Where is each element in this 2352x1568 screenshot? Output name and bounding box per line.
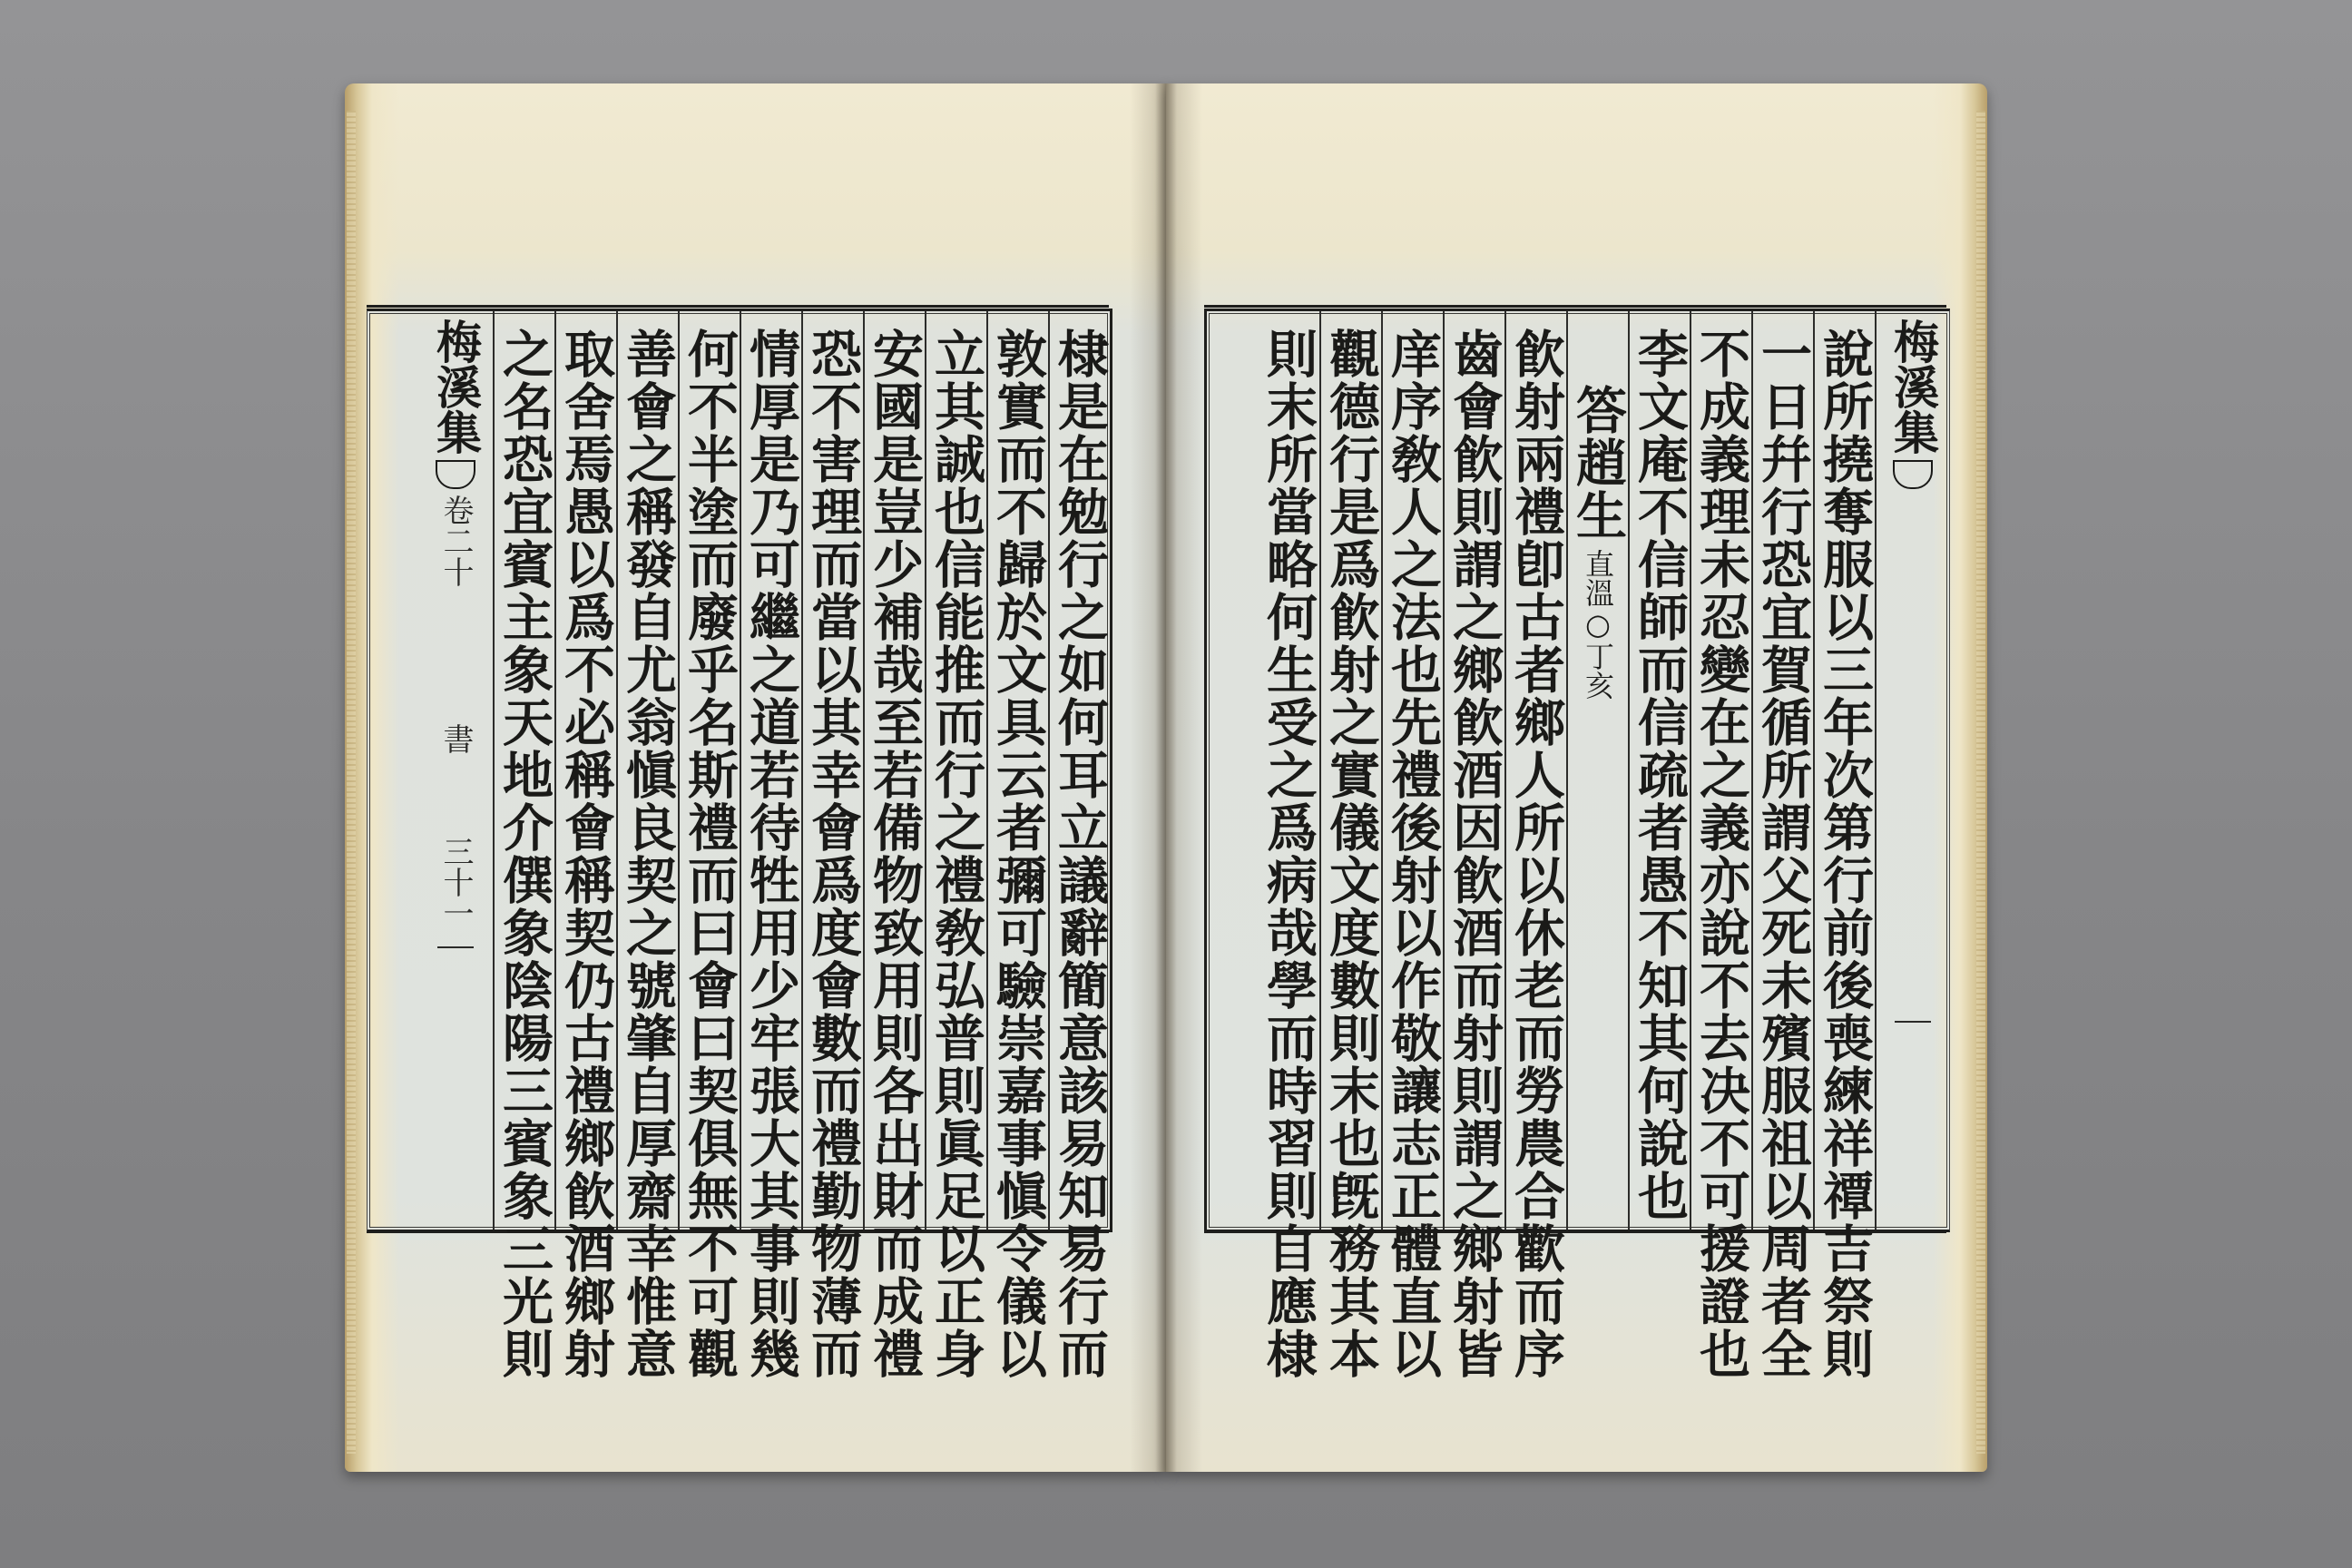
column-text: 齒會飮則謂之鄉飮酒因飮酒而射則謂之鄉射皆 bbox=[1445, 328, 1504, 1380]
fish-tail-mark bbox=[436, 460, 475, 489]
column-text: 一日幷行恐宜賀循所謂父死未殯服祖以周者全 bbox=[1753, 328, 1813, 1380]
open-book bbox=[345, 83, 1987, 1490]
column-text: 李文庵不信師而信疏者愚不知其何說也 bbox=[1630, 328, 1690, 1222]
text-column bbox=[1381, 311, 1443, 1380]
column-text: 觀德行是爲飮射之實儀文度數則末也旣務其本 bbox=[1321, 328, 1381, 1380]
column-text: 立其誠也信能推而行之禮敎弘普則眞足以正身 bbox=[926, 328, 986, 1380]
margin-rule bbox=[1895, 1021, 1931, 1023]
text-column bbox=[1319, 311, 1381, 1380]
column-text: 取舍焉愚以爲不必稱會稱契仍古禮鄉飮酒鄉射 bbox=[556, 328, 616, 1380]
heading-subtitle: 直溫○丁亥 bbox=[1581, 549, 1615, 700]
column-text: 說所撓奪服以三年次第行前後喪練祥禫吉祭則 bbox=[1815, 328, 1875, 1380]
margin-column bbox=[1875, 311, 1949, 1230]
column-text: 棣是在勉行之如何耳立議辭簡意該易知易行而 bbox=[1050, 328, 1110, 1380]
left-page bbox=[345, 83, 1166, 1472]
heading-title: 答趙生 bbox=[1568, 384, 1628, 542]
frame-rule-top bbox=[1204, 305, 1946, 308]
left-text-columns bbox=[368, 311, 1110, 1380]
column-text: 敦實而不歸於文具云者彌可驗崇嘉事愼令儀以 bbox=[988, 328, 1048, 1380]
right-text-frame bbox=[1204, 309, 1950, 1380]
text-column bbox=[801, 311, 863, 1380]
column-text: 恐不害理而當以其幸會爲度會數而禮勤物薄而 bbox=[803, 328, 863, 1380]
text-column bbox=[678, 311, 740, 1380]
text-column bbox=[1813, 311, 1875, 1380]
column-text: 何不半塗而廢乎名斯禮而曰會曰契俱無不可觀 bbox=[680, 328, 740, 1380]
column-text: 情厚是乃可繼之道若待牲用少牢張大其事則幾 bbox=[741, 328, 801, 1380]
column-text: 庠序敎人之法也先禮後射以作敬讓志正體直以 bbox=[1383, 328, 1443, 1380]
text-column bbox=[1443, 311, 1504, 1380]
letter-heading bbox=[1569, 384, 1627, 700]
text-column bbox=[493, 311, 554, 1380]
text-column bbox=[925, 311, 986, 1380]
volume-label: 卷二十 bbox=[437, 495, 474, 587]
margin-column bbox=[418, 311, 493, 1230]
frame-rule-top bbox=[367, 305, 1109, 308]
column-text: 飮射兩禮卽古者鄉人所以休老而勞農合歡而序 bbox=[1506, 328, 1566, 1380]
text-column bbox=[554, 311, 616, 1380]
column-text: 安國是豈少補哉至若備物致用則各出財而成禮 bbox=[865, 328, 925, 1380]
book-title: 梅溪集 bbox=[429, 318, 483, 455]
text-column bbox=[1504, 311, 1566, 1380]
text-column bbox=[863, 311, 925, 1380]
text-column bbox=[986, 311, 1048, 1380]
text-column bbox=[1690, 311, 1751, 1380]
right-text-columns bbox=[1207, 311, 1949, 1380]
column-text: 善會之稱發自尤翁愼良契之號肇自厚齋幸惟意 bbox=[618, 328, 678, 1380]
column-text: 之名恐宜賓主象天地介僎象陰陽三賓象三光則 bbox=[495, 328, 554, 1380]
text-column bbox=[1628, 311, 1690, 1230]
text-column bbox=[1751, 311, 1813, 1380]
fish-tail-mark bbox=[1893, 460, 1933, 489]
page-edge bbox=[1976, 111, 1985, 1454]
text-column bbox=[1048, 311, 1110, 1380]
column-text: 不成義理未忍變在之義亦說不去决不可援證也 bbox=[1691, 328, 1751, 1380]
column-text: 則末所當略何生受之爲病哉學而時習則自應棣 bbox=[1259, 328, 1318, 1380]
book-title: 梅溪集 bbox=[1886, 318, 1940, 455]
margin-rule bbox=[437, 946, 474, 948]
right-page bbox=[1166, 83, 1987, 1472]
section-label: 書 bbox=[437, 723, 474, 754]
left-text-frame bbox=[367, 309, 1112, 1380]
page-number: 三十一 bbox=[437, 836, 474, 928]
text-column bbox=[616, 311, 678, 1380]
text-column bbox=[1258, 311, 1319, 1380]
heading-column bbox=[1566, 311, 1628, 1230]
text-column bbox=[740, 311, 801, 1380]
page-edge bbox=[347, 111, 356, 1454]
book-gutter bbox=[1155, 83, 1177, 1472]
